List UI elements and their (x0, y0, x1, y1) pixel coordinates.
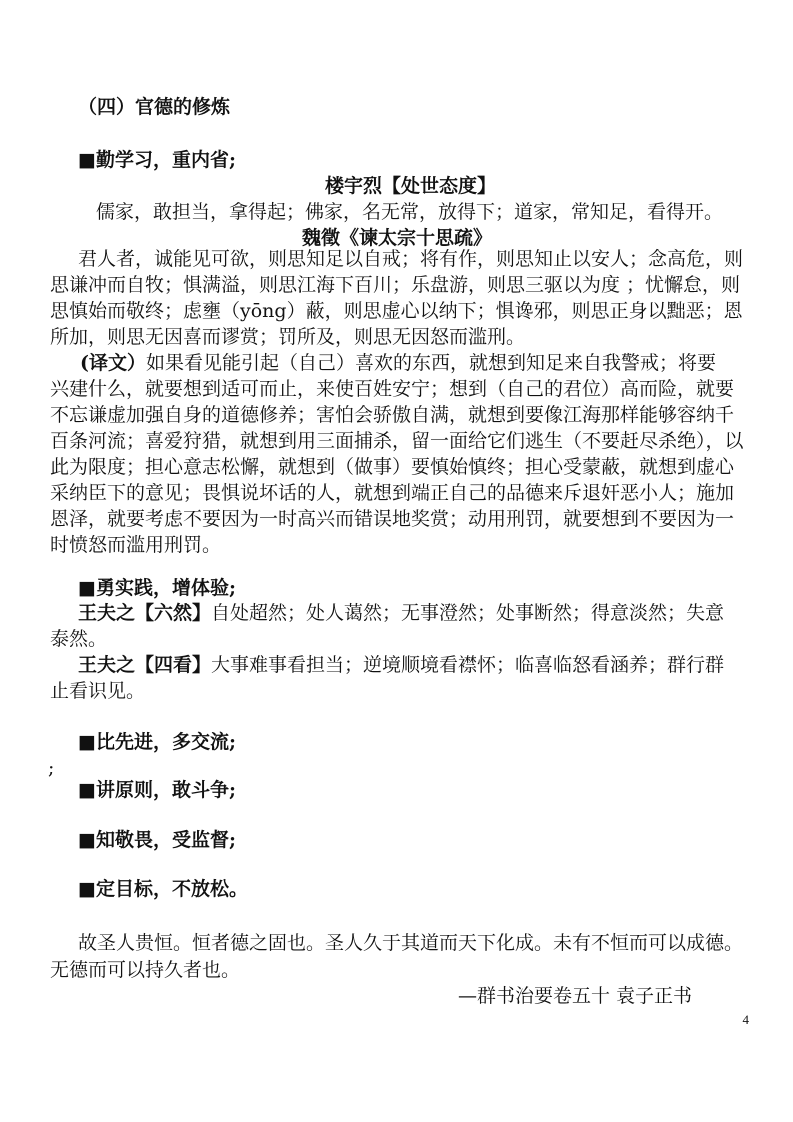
translation-line-1 (80, 350, 716, 376)
louyulie-text: 儒家，敢担当，拿得起；佛家，名无常，放得下；道家，常知足，看得开。 (96, 201, 724, 223)
item-practice: ■勇实践，增体验; (78, 577, 236, 599)
stray-semicolon: ; (48, 757, 55, 779)
sikan-line-2: 止看识见。 (50, 680, 146, 702)
closing-line-2: 无德而可以持久者也。 (50, 959, 241, 981)
sikan-text-1: 大事难事看担当；逆境顺境看襟怀；临喜临怒看涵养；群行群 (211, 654, 725, 676)
sikan-label: 王夫之【四看】 (78, 654, 212, 676)
translation-line-7: 恩泽，就要考虑不要因为一时高兴而错误地奖赏；动用刑罚，就要想到不要因为一 (50, 508, 735, 530)
liuran-line-1 (78, 600, 724, 626)
liuran-label: 王夫之【六然】 (78, 602, 212, 624)
section-title: （四）官德的修炼 (78, 96, 231, 118)
item-goal: ■定目标，不放松。 (78, 878, 248, 900)
item-principle: ■讲原则，敢斗争; (78, 779, 236, 801)
source-citation: —群书治要卷五十 袁子正书 (458, 985, 693, 1007)
translation-label: (译文） (80, 352, 146, 374)
translation-line-6: 采纳臣下的意见；畏惧说坏话的人，就想到端正自己的品德来斥退奸恶小人；施加 (50, 482, 735, 504)
item-supervision: ■知敬畏，受监督; (78, 829, 236, 851)
classical-line-4: 所加，则思无因喜而谬赏；罚所及，则思无因怒而滥刑。 (50, 326, 526, 348)
translation-line-3: 不忘谦虚加强自身的道德修养；害怕会骄傲自满，就想到要像江海那样能够容纳千 (50, 404, 735, 426)
translation-line-8: 时愤怒而滥用刑罚。 (50, 534, 222, 556)
translation-line-4: 百条河流；喜爱狩猎，就想到用三面捕杀，留一面给它们逃生（不要赶尽杀绝），以 (50, 430, 744, 452)
translation-text-1: 如果看见能引起（自己）喜欢的东西，就想到知足来自我警戒；将要 (146, 352, 717, 374)
translation-line-2: 兴建什么，就要想到适可而止，来使百姓安宁；想到（自己的君位）高而险，就要 (50, 378, 735, 400)
page-number: 4 (742, 1012, 749, 1027)
liuran-line-2: 泰然。 (50, 628, 108, 650)
louyulie-title: 楼宇烈【处世态度】 (325, 175, 497, 197)
translation-line-5: 此为限度；担心意志松懈，就想到（做事）要慎始慎终；担心受蒙蔽，就想到虚心 (50, 456, 735, 478)
closing-line-1: 故圣人贵恒。恒者德之固也。圣人久于其道而天下化成。未有不恒而可以成德。 (78, 932, 744, 954)
liuran-text-1: 自处超然；处人蔼然；无事澄然；处事断然；得意淡然；失意 (211, 602, 725, 624)
weizheng-title: 魏徵《谏太宗十思疏》 (302, 227, 493, 249)
classical-line-1: 君人者，诚能见可欲，则思知足以自戒；将有作，则思知止以安人；念高危，则 (78, 248, 744, 270)
classical-line-3: 思慎始而敬终；虑壅（yōng）蔽，则思虚心以纳下；惧谗邪，则思正身以黜恶；恩 (50, 300, 743, 322)
item-compare: ■比先进，多交流; (78, 731, 236, 753)
classical-line-2: 思谦冲而自牧；惧满溢，则思江海下百川；乐盘游，则思三驱以为度 ；忧懈怠，则 (50, 274, 741, 296)
sikan-line-1 (78, 652, 724, 678)
item-study: ■勤学习，重内省; (78, 149, 236, 171)
